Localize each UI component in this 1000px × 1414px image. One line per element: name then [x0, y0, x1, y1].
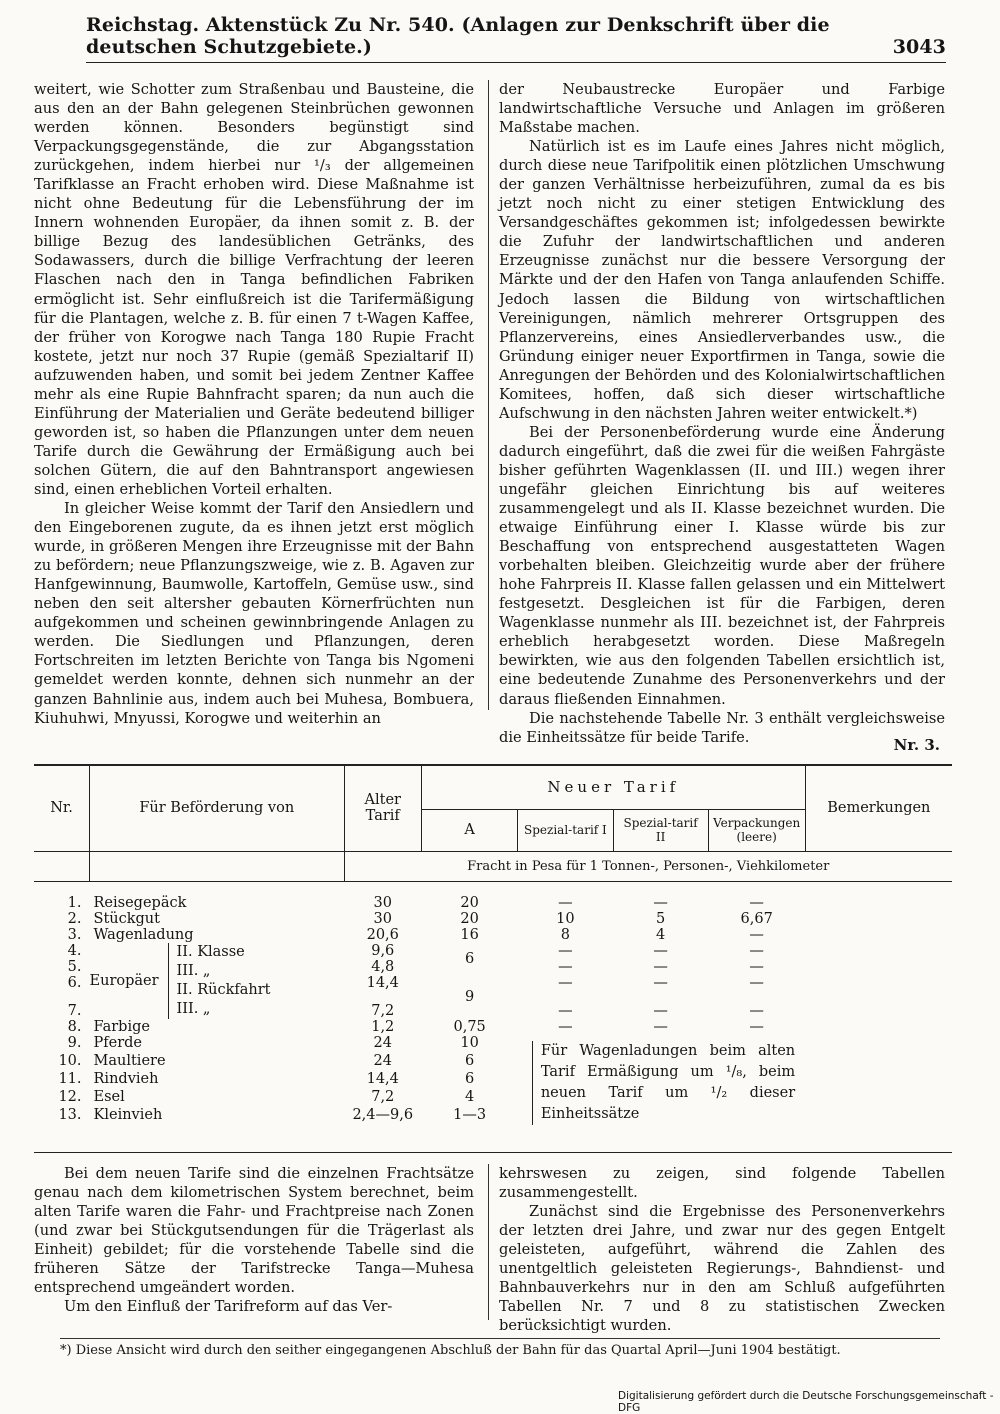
paragraph: weitert, wie Schotter zum Straßenbau und Bausteine, die aus den an der Bahn gelegenen Steinbrüchen gewonnen werden können. Besonders begünstigt sind Verpackungsgegenstände, die zur Abgangsstation zurückgehen, indem hierbei nur ¹/₃ der allgemeinen Tarifklasse an Fracht erhoben wird. Diese Maßnahme ist nicht ohne Bedeutung für die Lebensführung der im Innern wohnenden Europäer, da ihnen somit z. B. der billige Bezug des landesüblichen Getränks, des Sodawassers, durch die billige Verfrachtung der leeren Flaschen nach den in Tanga befindlichen Fabriken ermöglicht ist. Sehr einflußreich ist die Tarifermäßigung für die Plantagen, welche z. B. für einen 7 t-Wagen Kaffee, der früher von Korogwe nach Tanga 180 Rupie Fracht kostete, jetzt nur noch 37 Rupie (gemäß Spezialtarif II) aufzuwenden haben, und somit bei jedem Zentner Kaffee mehr als eine Rupie Bahnfracht sparen; da nun auch die Einführung der Materialien und Geräte bedeutend billiger geworden ist, so haben die Pflanzungen unter dem neuen Tarife durch die Gewährung der Ermäßigung auch bei solchen Gütern, die auf den Bahntransport angewiesen sind, einen erheblichen Vorteil erhalten. [34, 81, 474, 498]
paragraph: Natürlich ist es im Laufe eines Jahres nicht möglich, durch diese neue Tarifpolitik einen plötzlichen Umschwung der ganzen Verhältnisse herbeizuführen, zumal da es bis jetzt noch nicht zu einer stetigen Entwicklung des Versandgeschäftes gekommen ist; infolgedessen bewirkte die Zufuhr der landwirtschaftlichen und anderen Erzeugnisse zunächst nur die bessere Versorgung der Märkte und der den Hafen von Tanga anlaufenden Schiffe. Jedoch lassen die Bildung von wirtschaftlichen Vereinigungen, nämlich mehrerer Ortsgruppen des Pflanzervereins, eines Ansiedlerverbandes usw., die Gründung einiger neuer Exportfirmen in Tanga, sowie die Anregungen der Behörden und des Kolonialwirtschaftlichen Komitees, hoffen, daß sich dieser wirtschaftliche Aufschwung in den nächsten Jahren weiter entwickelt.*) [499, 138, 945, 422]
paragraph: Bei dem neuen Tarife sind die einzelnen Frachtsätze genau nach dem kilometrischen System berechnet, beim alten Tarife waren die Fahr- und Frachtpreise nach Zonen (und zwar bei Stückgutsendungen für die Trägerlast als Einheit) gebildet; für die vorstehende Tabelle sind die früheren Sätze der Tarifstrecke Tanga—Muhesa entsprechend umgeändert worden. [34, 1165, 474, 1297]
col-header-alter: Alter Tarif [344, 765, 421, 851]
remarks-text: Für Wagenladungen beim alten Tarif Ermäßigung um ¹/₈, beim neuen Tarif um ¹/₂ dieser Einheitssätze [532, 1041, 795, 1125]
right-column-bottom [499, 1164, 945, 1335]
col-header-spezial-1: Spezial-tarif I [518, 809, 613, 851]
table-row: 2. Stückgut 30 20 10 5 6,67 [67, 911, 773, 927]
col-header-nr: Nr. [34, 765, 90, 851]
paragraph: Zunächst sind die Ergebnisse des Personenverkehrs der letzten drei Jahre, und zwar nur des gegen Entgelt geleisteten, aufgeführt, während die Zahlen des unentgeltlich geleisteten Regierungs-, Bahndienst- und Bahnbauverkehrs nur in den am Schluß aufgeführten Tabellen Nr. 7 und 8 zu statistischen Zwecken berücksichtigt wurden. [499, 1203, 945, 1335]
footnote: *) Diese Ansicht wird durch den seither eingegangenen Abschluß der Bahn für das Quartal April—Juni 1904 bestätigt. [60, 1338, 940, 1358]
left-column-top [34, 80, 474, 728]
left-column-bottom [34, 1164, 474, 1316]
table-row: 1. Reisegepäck 30 20 — — — [67, 895, 764, 911]
table-row: 8. Farbige 1,2 0,75 — — — [67, 1019, 764, 1035]
col-header-a: A [421, 809, 517, 851]
table-row: 13. Kleinvieh 2,4—9,6 1—3 [58, 1107, 487, 1123]
col-header-fuer: Für Beförderung von [90, 765, 345, 851]
page-header [86, 14, 946, 63]
paragraph: kehrswesen zu zeigen, sind folgende Tabellen zusammengestellt. [499, 1165, 945, 1202]
page-number: 3043 [892, 36, 946, 58]
header-title: Reichstag. Aktenstück Zu Nr. 540. (Anlagen zur Denkschrift über die deutschen Schutzgebiete.) [86, 14, 830, 58]
table-row: 6. 14,4 9 — — — [67, 975, 764, 1005]
col-header-neuer: Neuer Tarif [421, 765, 805, 809]
table-row: 10. Maultiere 24 6 [58, 1053, 475, 1069]
table-row: 4. Europäer II. Klasse III. „ II. Rückfahrt III. „ 9,6 6 — — — [67, 943, 764, 1017]
digitization-credit: Digitalisierung gefördert durch die Deutsche Forschungsgemeinschaft - DFG [618, 1390, 994, 1414]
europaer-label: Europäer [89, 973, 159, 989]
paragraph: Die nachstehende Tabelle Nr. 3 enthält vergleichsweise die Einheitssätze für beide Tarife. [499, 709, 945, 746]
column-divider [488, 1164, 489, 1320]
table-row: 9. Pferde 24 10 Für Wagenladungen beim alten Tarif Ermäßigung um ¹/₈, beim neuen Tarif um ¹/₂ dieser Einheitssätze [34, 1035, 952, 1053]
col-header-spezial-2: Spezial-tarif II [613, 809, 708, 851]
table-row: 11. Rindvieh 14,4 6 [58, 1071, 475, 1087]
unit-row: Fracht in Pesa für 1 Tonnen-, Personen-, Viehkilometer [344, 851, 952, 881]
col-header-bemerkungen: Bemerkungen [805, 765, 952, 851]
paragraph: Bei der Personenbeförderung wurde eine Änderung dadurch eingeführt, daß die zwei für die weißen Fahrgäste bisher geführten Wagenklassen (II. und III.) wegen ihrer ungefähr gleichen Einrichtung bis auf weiteres zusammengelegt und als II. Klasse bezeichnet wurden. Die etwaige Einführung einer I. Klasse würde bis zur Beschaffung von entsprechend ausgestatteten Wagen vorbehalten bleiben. Gleichzeitig wurde aber der frühere hohe Fahrpreis II. Klasse fallen gelassen und ein Mittelwert festgesetzt. Desgleichen ist für die Farbigen, deren Wagenklasse nunmehr als III. bezeichnet ist, der Fahrpreis erheblich herabgesetzt worden. Diese Maßregeln bewirkten, wie aus den folgenden Tabellen ersichtlich ist, eine bedeutende Zunahme des Personenverkehrs und der daraus fließenden Einnahmen. [499, 423, 945, 708]
table-bottom-rule [34, 1152, 952, 1153]
table-row: 12. Esel 7,2 4 [58, 1089, 475, 1105]
paragraph: der Neubaustrecke Europäer und Farbige landwirtschaftliche Versuche und Anlagen im größeren Maßstabe machen. [499, 81, 945, 137]
table-label: Nr. 3. [893, 736, 940, 754]
right-column-top [499, 80, 945, 747]
table-row: 5. 4,8 — — — [67, 959, 764, 975]
table-row: 7. 7,2 — — — [67, 1003, 764, 1019]
paragraph: Um den Einfluß der Tarifreform auf das Ver- [64, 1298, 393, 1316]
table-row: 3. Wagenladung 20,6 16 8 4 — [67, 927, 764, 943]
paragraph: In gleicher Weise kommt der Tarif den Ansiedlern und den Eingeborenen zugute, da es ihnen jetzt erst möglich wurde, in größeren Mengen ihre Erzeugnisse mit der Bahn zu befördern; neue Pflanzungszweige, wie z. B. Agaven zur Hanfgewinnung, Baumwolle, Kartoffeln, Gemüse usw., sind neben den seit altersher gebauten Körnerfrüchten nun aufgekommen und scheinen gewinnbringende Anlagen zu werden. Die Siedlungen und Pflanzungen, deren Fortschreiten im letzten Berichte von Tanga bis Ngomeni gemeldet werden konnte, dehnen sich nunmehr an der ganzen Bahnlinie aus, indem auch bei Muhesa, Bombuera, Kiuhuhwi, Mnyussi, Korogwe und weiterhin an [34, 500, 474, 727]
column-divider [488, 80, 489, 710]
col-header-verpackungen: Verpackungen (leere) [708, 809, 805, 851]
tariff-table [34, 764, 952, 1125]
